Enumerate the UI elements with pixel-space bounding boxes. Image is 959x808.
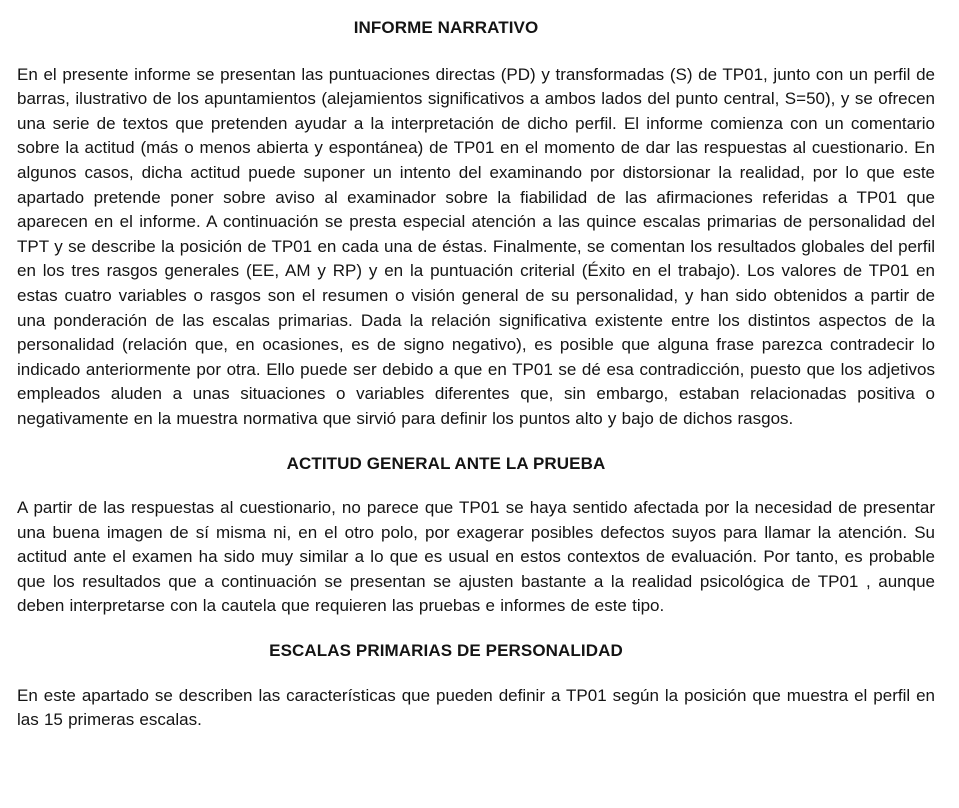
paragraph-escalas-primarias: En este apartado se describen las características que pueden definir a TP01 según la posición que muestra el perfil en las 15 primeras escalas.	[17, 685, 935, 730]
section-heading-actitud-general: ACTITUD GENERAL ANTE LA PRUEBA	[286, 453, 606, 473]
paragraph-actitud-general: A partir de las respuestas al cuestionario, no parece que TP01 se haya sentido afectada por la necesidad de presentar una buena imagen de sí misma ni, en el otro polo, por exagerar posibles defectos suyos para llamar la atención. Su actitud ante el examen ha sido muy similar a lo que es usual en estos contextos de evaluación. Por tanto, es probable que los resultados que a continuación se presentan se ajusten bastante a la realidad psicológica de TP01 , aunque deben interpretarse con la cautela que requieren las pruebas e informes de este tipo.	[17, 498, 935, 616]
section-heading-informe-narrativo: INFORME NARRATIVO	[353, 18, 539, 37]
section-heading-escalas-primarias: ESCALAS PRIMARIAS DE PERSONALIDAD	[269, 641, 623, 661]
paragraph-informe-narrativo: En el presente informe se presentan las puntuaciones directas (PD) y transformadas (S) de TP01, junto con un perfil de barras, ilustrativo de los apuntamientos (alejamientos significativos a ambos lados del punto central, S=50), y se ofrecen una serie de textos que pretenden ayudar a la interpretación de dicho perfil. El informe comienza con un comentario sobre la actitud (más o menos abierta y espontánea) de TP01 en el momento de dar las respuestas al cuestionario. En algunos casos, dicha actitud puede suponer un intento del examinando por distorsionar la realidad, por lo que este apartado pretende poner sobre aviso al examinador sobre la fiabilidad de las afirmaciones referidas a TP01 que aparecen en el informe. A continuación se presta especial atención a las quince escalas primarias de personalidad del TPT y se describe la posición de TP01 en cada una de éstas. Finalmente, se comentan los resultados globales del perfil en los tres rasgos generales (EE, AM y RP) y en la puntuación criterial (Éxito en el trabajo). Los valores de TP01 en estas cuatro variables o rasgos son el resumen o visión general de su personalidad, y han sido obtenidos a partir de una ponderación de las escalas primarias. Dada la relación significativa existente entre los distintos aspectos de la personalidad (relación que, en ocasiones, es de signo negativo), es posible que alguna frase parezca contradecir lo indicado anteriormente por otra. Ello puede ser debido a que en TP01 se dé esa contradicción, puesto que los adjetivos empleados aluden a unas situaciones o variables diferentes que, sin embargo, estaban relacionadas positiva o negativamente en la muestra normativa que sirvió para definir los puntos alto y bajo de dichos rasgos.	[17, 64, 935, 428]
